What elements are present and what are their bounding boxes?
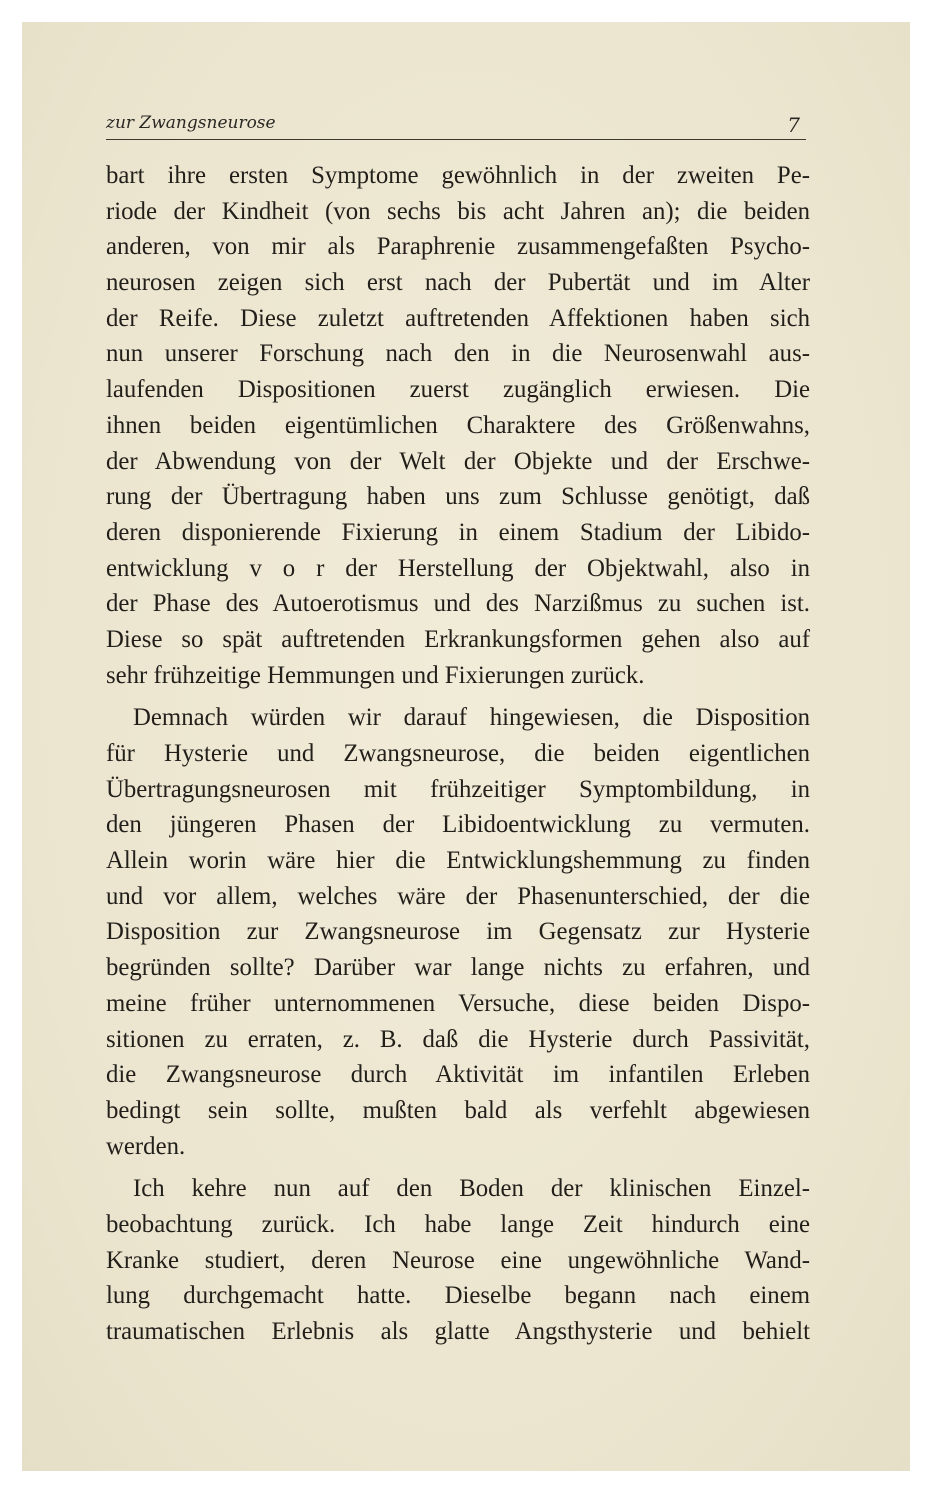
text-line: beobachtung zurück. Ich habe lange Zeit hindurch eine — [106, 1210, 810, 1238]
text-line: deren disponierende Fixierung in einem Stadium der Libido- — [106, 518, 810, 546]
page-number: 7 — [787, 113, 800, 137]
text-line: der Reife. Diese zuletzt auftretenden Affektionen haben sich — [106, 304, 810, 332]
text-line: sitionen zu erraten, z. B. daß die Hysterie durch Passivität, — [106, 1025, 810, 1053]
text-line: bart ihre ersten Symptome gewöhnlich in der zweiten Pe- — [106, 162, 810, 189]
text-line: der Phase des Autoerotismus und des Narzißmus zu suchen ist. — [106, 590, 810, 618]
text-line: Diese so spät auftretenden Erkrankungsformen gehen also auf — [106, 625, 810, 653]
body-text — [106, 158, 810, 1350]
text-line: Übertragungsneurosen mit frühzeitiger Symptombildung, in — [106, 775, 810, 803]
text-line: ihnen beiden eigentümlichen Charaktere des Größenwahns, — [106, 411, 810, 439]
text-line: rung der Übertragung haben uns zum Schlusse genötigt, daß — [106, 483, 810, 511]
text-line: Allein worin wäre hier die Entwicklungshemmung zu finden — [106, 847, 810, 875]
text-line: und vor allem, welches wäre der Phasenunterschied, der die — [106, 882, 810, 910]
text-line: bedingt sein sollte, mußten bald als verfehlt abgewiesen — [106, 1096, 810, 1124]
text-line: meine früher unternommenen Versuche, diese beiden Dispo- — [106, 989, 810, 1017]
text-line: lung durchgemacht hatte. Dieselbe begann nach einem — [106, 1282, 810, 1310]
text-line: neurosen zeigen sich erst nach der Pubertät und im Alter — [106, 269, 810, 297]
text-line: sehr frühzeitige Hemmungen und Fixierungen zurück. — [106, 661, 645, 689]
running-title: zur Zwangsneurose — [106, 113, 276, 133]
text-line: Disposition zur Zwangsneurose im Gegensatz zur Hysterie — [106, 918, 810, 946]
text-line: die Zwangsneurose durch Aktivität im infantilen Erleben — [106, 1061, 810, 1089]
text-line: für Hysterie und Zwangsneurose, die beiden eigentlichen — [106, 740, 810, 767]
running-header — [106, 113, 806, 139]
paragraph-first-line: Demnach würden wir darauf hingewiesen, die Disposition — [133, 704, 810, 732]
text-line: werden. — [106, 1132, 186, 1160]
text-line: laufenden Dispositionen zuerst zugänglich erwiesen. Die — [106, 376, 810, 404]
text-line: Kranke studiert, deren Neurose eine ungewöhnliche Wand- — [106, 1246, 810, 1274]
text-line: nun unserer Forschung nach den in die Neurosenwahl aus- — [106, 340, 810, 368]
text-line: riode der Kindheit (von sechs bis acht Jahren an); die beiden — [106, 197, 810, 225]
paragraph-first-line: Ich kehre nun auf den Boden der klinischen Einzel- — [133, 1175, 810, 1203]
text-line: traumatischen Erlebnis als glatte Angsthysterie und behielt — [106, 1318, 810, 1345]
text-line: begründen sollte? Darüber war lange nichts zu erfahren, und — [106, 954, 810, 982]
text-line: der Abwendung von der Welt der Objekte und der Erschwe- — [106, 447, 810, 475]
text-line: den jüngeren Phasen der Libidoentwicklung zu vermuten. — [106, 811, 810, 839]
text-line: anderen, von mir als Paraphrenie zusammengefaßten Psycho- — [106, 233, 810, 261]
header-rule — [106, 139, 806, 140]
text-line: entwicklung v o r der Herstellung der Objektwahl, also in — [106, 554, 810, 582]
